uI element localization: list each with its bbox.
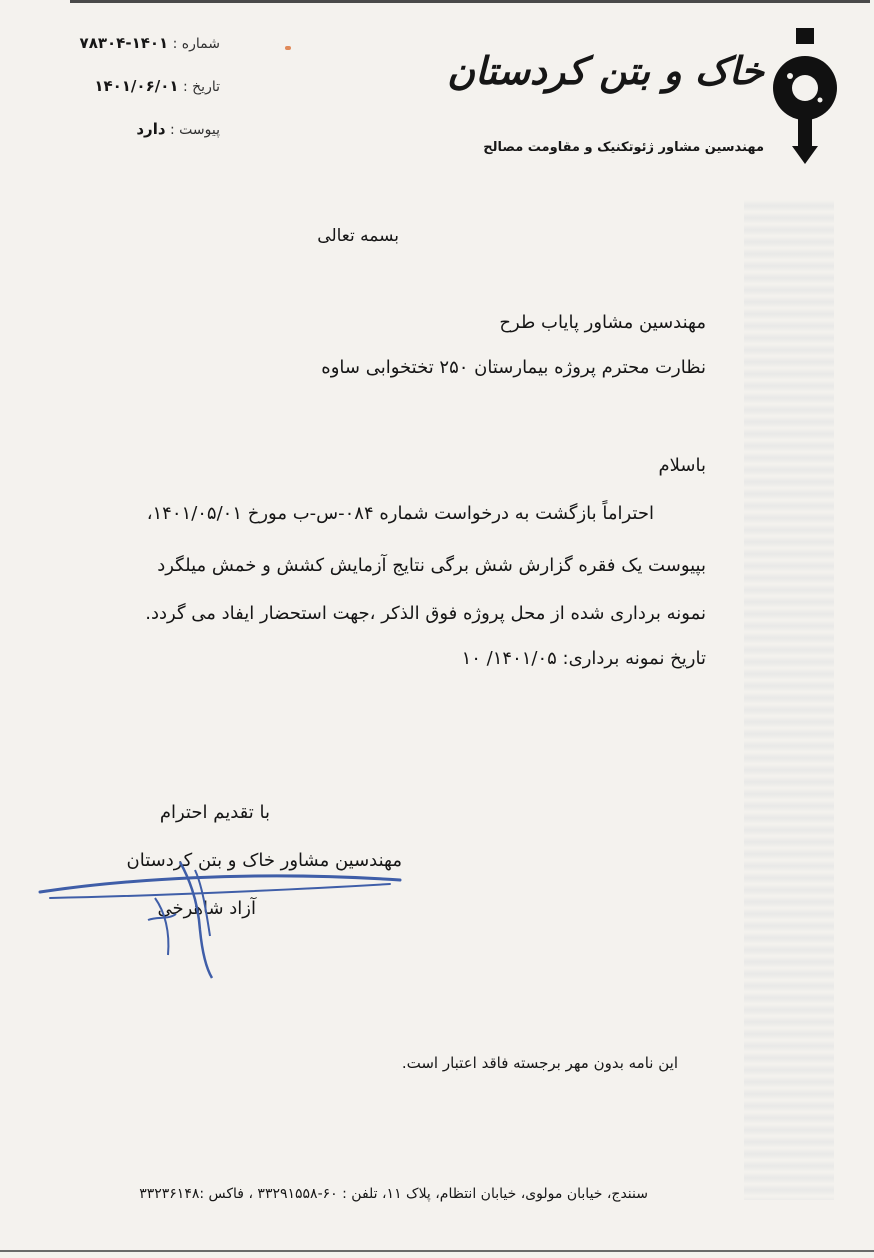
company-brand-name: خاک و بتن کردستان [447,48,764,93]
company-logo-icon [770,28,840,168]
company-subtitle: مهندسین مشاور ژئوتکنیک و مقاومت مصالح [483,140,764,155]
body-line-3: نمونه برداری شده از محل پروژه فوق الذکر ،جهت استحضار ایفاد می گردد. [145,603,706,624]
letter-attachment: پیوست : دارد [136,120,220,138]
paper-texture [744,200,834,1200]
bottom-border [0,1250,874,1252]
invocation: بسمه تعالی [317,226,399,246]
signatory-name: آزاد شاهرخی [157,898,256,919]
body-line-4: تاریخ نمونه برداری: ۱۴۰۱/۰۵/ ۱۰ [461,648,706,669]
greeting: باسلام [658,455,706,476]
handwritten-signature-icon [30,840,430,990]
letter-date: تاریخ : ۱۴۰۱/۰۶/۰۱ [94,77,220,95]
top-border [70,0,870,3]
body-line-2: بپیوست یک فقره گزارش شش برگی نتایج آزمایش کشش و خمش میلگرد [157,555,706,576]
recipient-line-1: مهندسین مشاور پایاب طرح [499,312,706,333]
validity-note: این نامه بدون مهر برجسته فاقد اعتبار است. [401,1054,678,1072]
company-name: مهندسین مشاور خاک و بتن کردستان [126,850,402,871]
closing: با تقدیم احترام [159,802,270,823]
recipient-line-2: نظارت محترم پروژه بیمارستان ۲۵۰ تختخوابی ساوه [321,357,706,378]
ink-mark [285,46,291,50]
letter-number: شماره : ۱۴۰۱-۷۸۳۰۴ [79,34,220,52]
footer-address: سنندج، خیابان مولوی، خیابان انتظام، پلاک ۱۱، تلفن : ۶۰-۳۳۲۹۱۵۵۸ ، فاکس :۳۳۲۳۶۱۴۸ [139,1186,648,1202]
body-line-1: احتراماً بازگشت به درخواست شماره ۰۸۴-س-ب مورخ ۱۴۰۱/۰۵/۰۱، [146,503,654,524]
